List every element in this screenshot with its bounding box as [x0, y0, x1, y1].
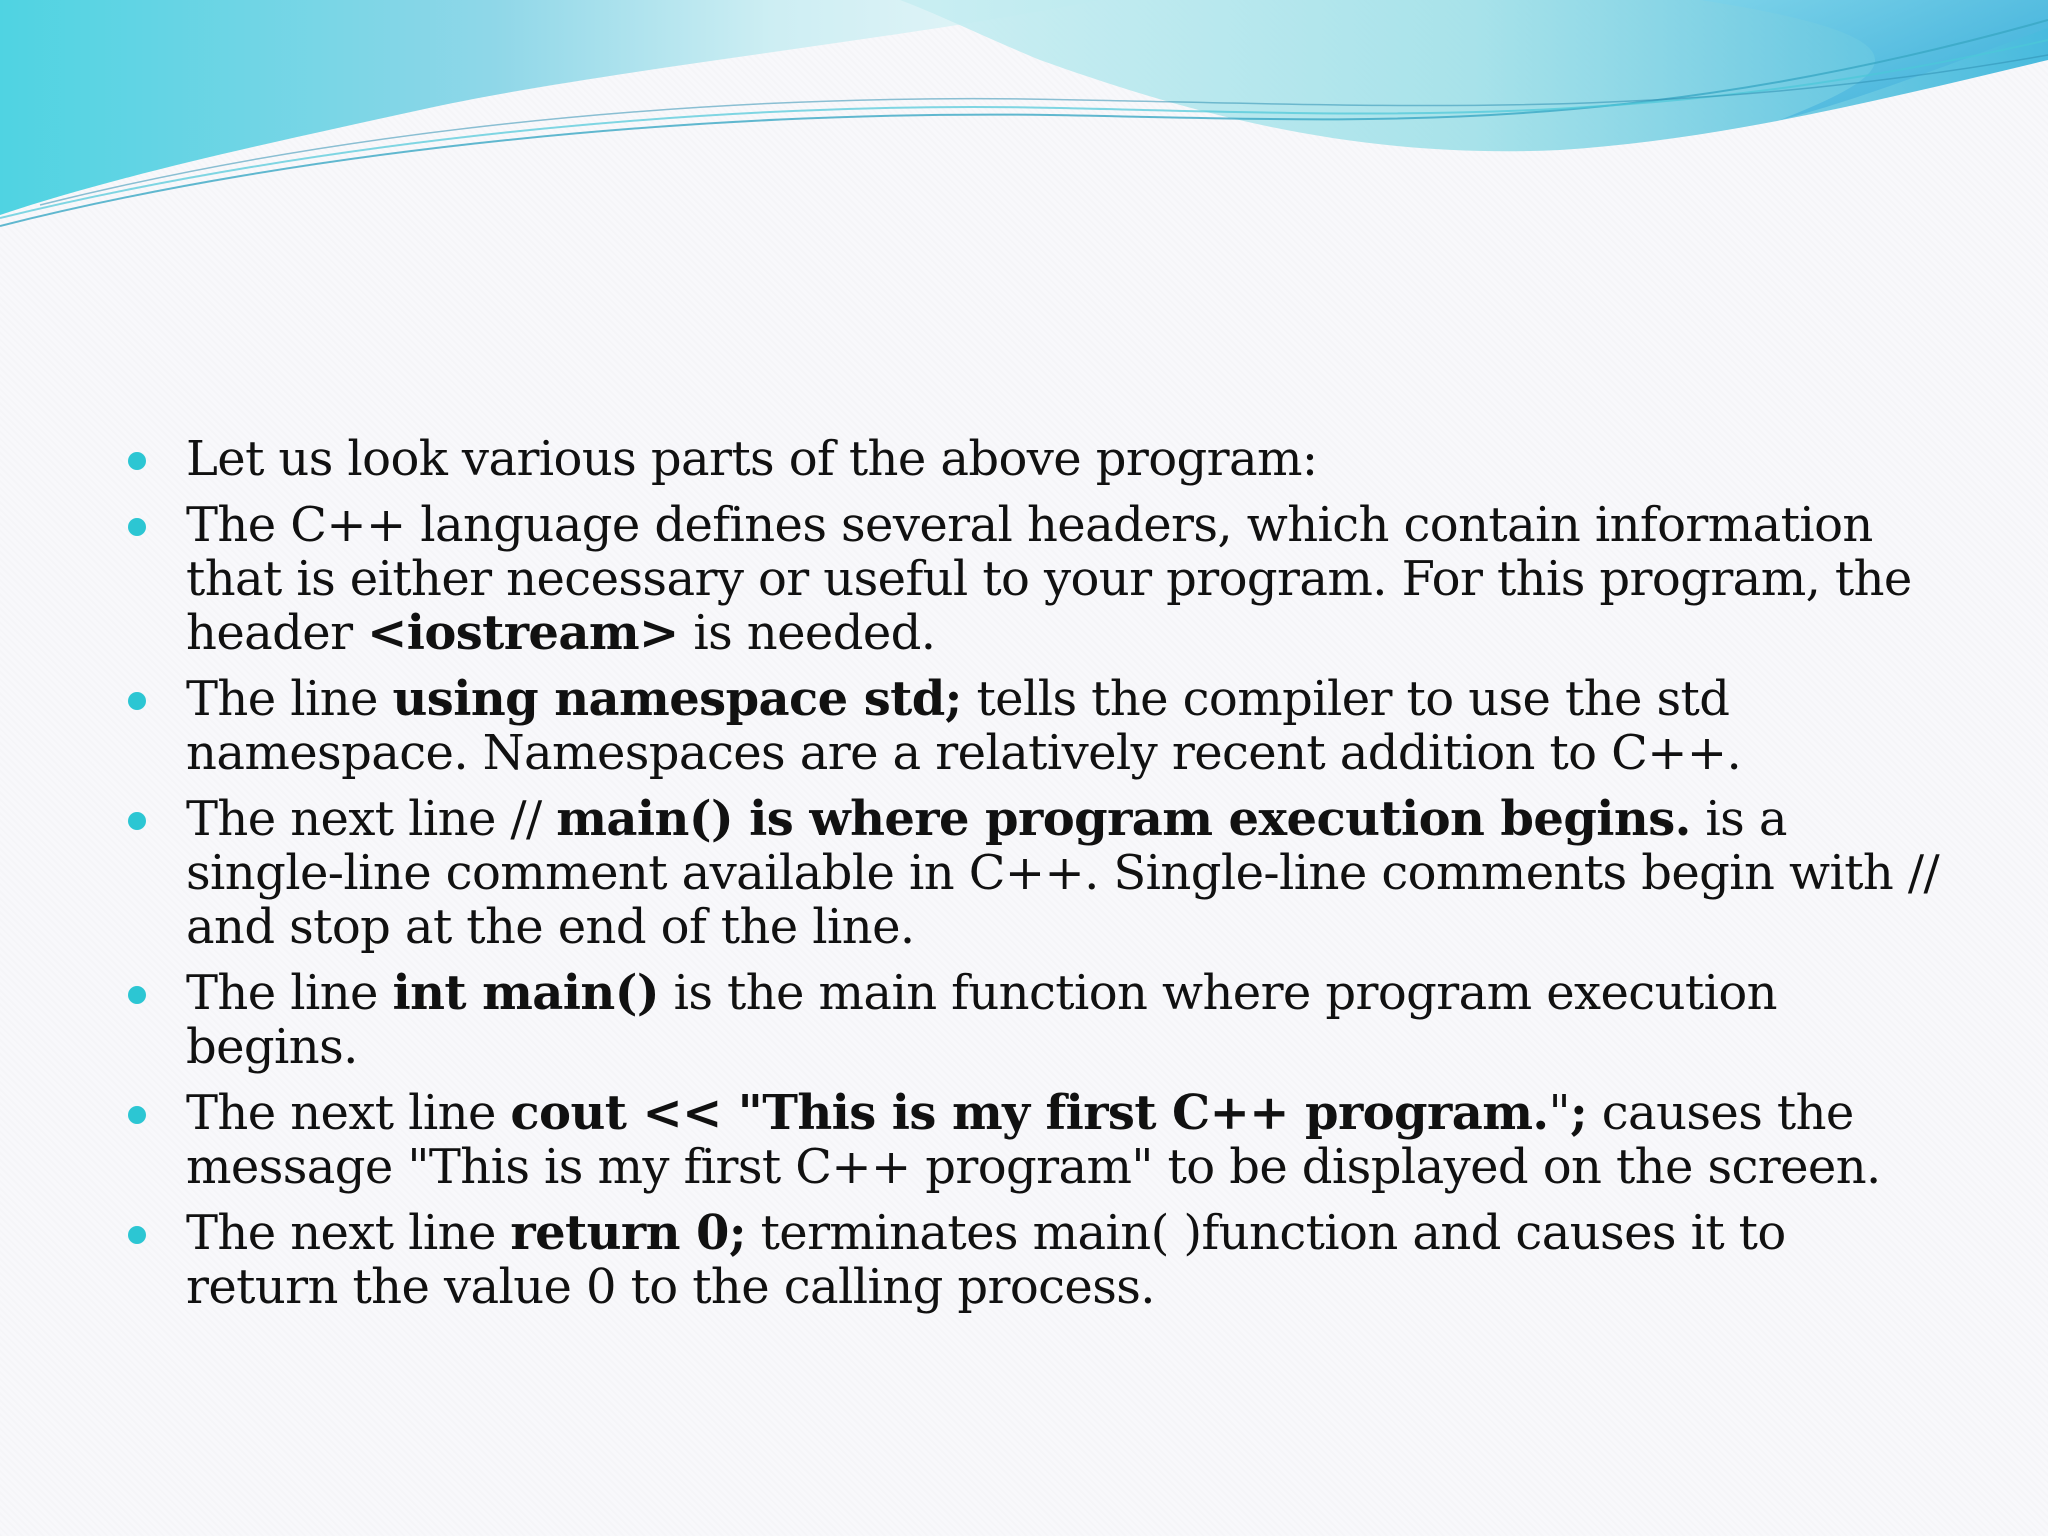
- bullet-text: Let us look various parts of the above program:: [186, 431, 1318, 487]
- bullet-dot-icon: [128, 1106, 146, 1124]
- bullet-dot-icon: [128, 1226, 146, 1244]
- bullet-item: [120, 1206, 1940, 1314]
- bullet-bold-text: using namespace std;: [392, 671, 962, 727]
- content-area: [120, 432, 1940, 1326]
- bullet-bold-text: main() is where program execution begins.: [556, 791, 1691, 847]
- bullet-list: [120, 432, 1940, 1314]
- bullet-bold-text: return 0;: [510, 1205, 746, 1261]
- bullet-text: The C++ language defines several headers, which contain information that is either necessary or useful to your program. For this program, the header: [186, 497, 1912, 661]
- bullet-text: The line: [186, 671, 393, 727]
- bullet-text: is a single-line comment available in C++. Single-line comments begin with // and stop at the end of the line.: [186, 791, 1940, 955]
- bullet-dot-icon: [128, 452, 146, 470]
- bullet-dot-icon: [128, 692, 146, 710]
- bullet-item: [120, 498, 1940, 660]
- bullet-text: is needed.: [678, 605, 936, 661]
- bullet-bold-text: ;: [1569, 1085, 1588, 1141]
- bullet-bold-text: cout << "This is my first C++ program.: [510, 1085, 1549, 1141]
- bullet-text: The next line: [186, 1085, 511, 1141]
- bullet-item: [120, 672, 1940, 780]
- bullet-text: ": [1548, 1085, 1570, 1141]
- bullet-bold-text: int main(): [392, 965, 659, 1021]
- bullet-text: The line: [186, 965, 393, 1021]
- bullet-text: tells the compiler to use the std namespace. Namespaces are a relatively recent addition to C++.: [186, 671, 1742, 781]
- bullet-dot-icon: [128, 986, 146, 1004]
- bullet-text: The next line: [186, 1205, 511, 1261]
- bullet-item: [120, 1086, 1940, 1194]
- bullet-text: The next line //: [186, 791, 557, 847]
- bullet-dot-icon: [128, 518, 146, 536]
- bullet-item: [120, 792, 1940, 954]
- bullet-dot-icon: [128, 812, 146, 830]
- bullet-text: causes the message "This is my first C++ program" to be displayed on the screen.: [186, 1085, 1881, 1195]
- header-wave-decoration: [0, 0, 2048, 240]
- bullet-text: is the main function where program execution begins.: [186, 965, 1777, 1075]
- bullet-bold-text: <iostream>: [367, 605, 679, 661]
- bullet-item: [120, 432, 1940, 486]
- bullet-item: [120, 966, 1940, 1074]
- bullet-text: terminates main( )function and causes it to return the value 0 to the calling process.: [186, 1205, 1786, 1315]
